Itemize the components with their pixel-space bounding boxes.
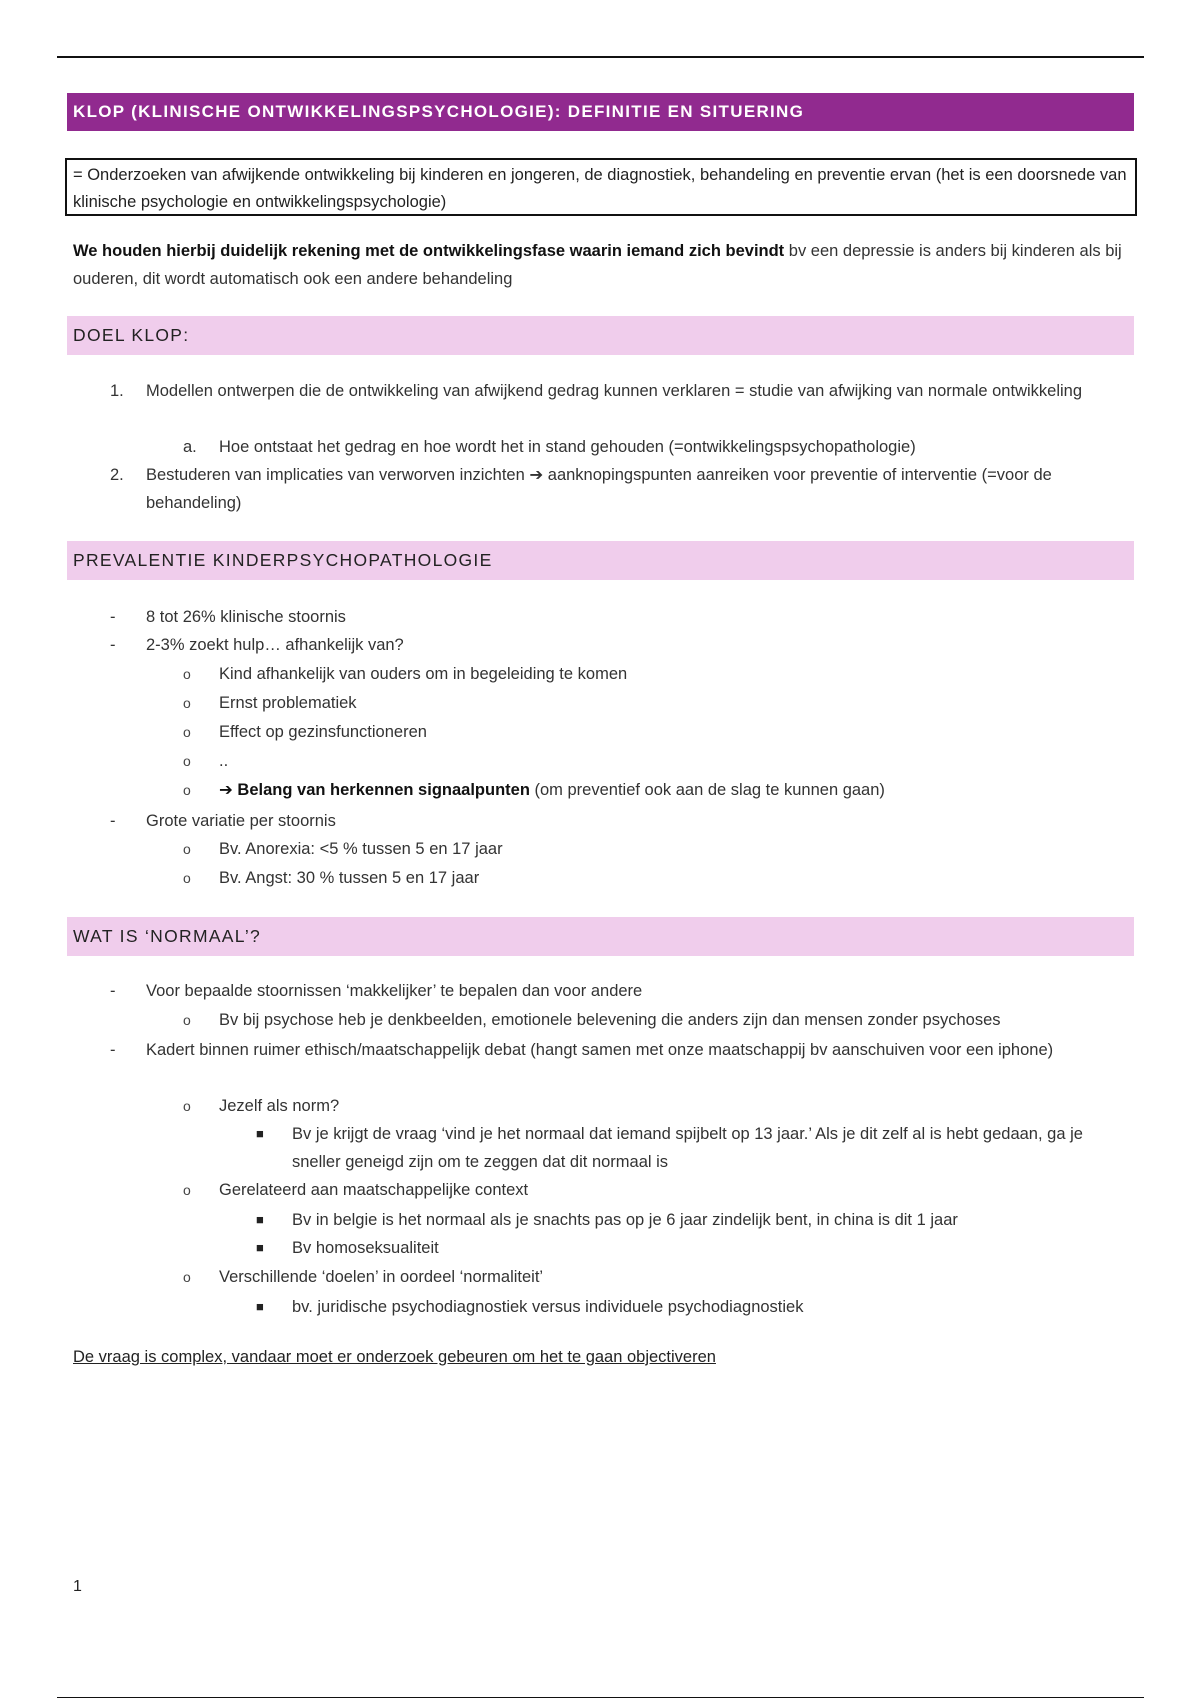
circle-bullet: o [183, 782, 191, 798]
list-marker: 2. [110, 466, 124, 484]
list-item: Gerelateerd aan maatschappelijke context [219, 1181, 529, 1199]
list-item: Bv je krijgt de vraag ‘vind je het normaal dat iemand spijbelt op 13 jaar.’ Als je dit zelf al is hebt gedaan, ga je sneller geneigd zijn om te zeggen dat dit normaal is [292, 1125, 1083, 1171]
list-marker: 1. [110, 382, 124, 400]
list-item-belang [219, 776, 1200, 804]
circle-bullet: o [183, 666, 191, 682]
belang-bold: Belang van herkennen signaalpunten [237, 781, 535, 799]
list-item: 8 tot 26% klinische stoornis [146, 608, 346, 626]
list-item: Kind afhankelijk van ouders om in begeleiding te komen [219, 665, 628, 683]
page-number: 1 [73, 1578, 82, 1595]
belang-rest: (om preventief ook aan de slag te kunnen gaan) [534, 781, 885, 799]
square-bullet: ■ [256, 1240, 264, 1255]
list-item: Effect op gezinsfunctioneren [219, 723, 427, 741]
list-item: bv. juridische psychodiagnostiek versus individuele psychodiagnostiek [292, 1298, 804, 1316]
list-item: Bv homoseksualiteit [292, 1239, 439, 1257]
circle-bullet: o [183, 870, 191, 886]
bottom-rule [57, 1697, 1144, 1698]
document-title: KLOP (KLINISCHE ONTWIKKELINGSPSYCHOLOGIE): DEFINITIE EN SITUERING [67, 93, 1134, 131]
circle-bullet: o [183, 753, 191, 769]
section-heading-normaal: WAT IS ‘NORMAAL’? [67, 917, 1134, 956]
dash-bullet: - [110, 636, 116, 654]
square-bullet: ■ [256, 1212, 264, 1227]
list-item: Bv. Anorexia: <5 % tussen 5 en 17 jaar [219, 840, 503, 858]
circle-bullet: o [183, 724, 191, 740]
square-bullet: ■ [256, 1126, 264, 1141]
list-marker: a. [183, 438, 197, 456]
list-item: Voor bepaalde stoornissen ‘makkelijker’ te bepalen dan voor andere [146, 982, 643, 1000]
dash-bullet: - [110, 982, 116, 1000]
list-item: .. [219, 752, 229, 770]
list-item: Bestuderen van implicaties van verworven inzichten ➔ aanknopingspunten aanreiken voor preventie of interventie (=voor de behandeling) [146, 466, 1052, 512]
list-item: Grote variatie per stoornis [146, 812, 336, 830]
closing-statement: De vraag is complex, vandaar moet er onderzoek gebeuren om het te gaan objectiveren [73, 1348, 716, 1366]
list-item: Ernst problematiek [219, 694, 357, 712]
square-bullet: ■ [256, 1299, 264, 1314]
list-item: Modellen ontwerpen die de ontwikkeling van afwijkend gedrag kunnen verklaren = studie van afwijking van normale ontwikkeling [146, 382, 1083, 400]
list-item: Verschillende ‘doelen’ in oordeel ‘normaliteit’ [219, 1268, 544, 1286]
list-item: Kadert binnen ruimer ethisch/maatschappelijk debat (hangt samen met onze maatschappij bv aanschuiven voor een iphone) [146, 1041, 1054, 1059]
circle-bullet: o [183, 695, 191, 711]
dash-bullet: - [110, 1041, 116, 1059]
circle-bullet: o [183, 1182, 191, 1198]
dash-bullet: - [110, 812, 116, 830]
top-rule [57, 56, 1144, 58]
circle-bullet: o [183, 1098, 191, 1114]
definition-box: = Onderzoeken van afwijkende ontwikkeling bij kinderen en jongeren, de diagnostiek, behandeling en preventie ervan (het is een doorsnede van klinische psychologie en ontwikkelingspsychologie) [65, 158, 1137, 216]
circle-bullet: o [183, 1269, 191, 1285]
list-item: Bv in belgie is het normaal als je snachts pas op je 6 jaar zindelijk bent, in china is dit 1 jaar [292, 1211, 958, 1229]
circle-bullet: o [183, 841, 191, 857]
arrow-icon: ➔ [219, 781, 238, 799]
section-heading-doel: DOEL KLOP: [67, 316, 1134, 355]
list-item: Hoe ontstaat het gedrag en hoe wordt het in stand gehouden (=ontwikkelingspsychopathologie) [219, 438, 916, 456]
list-item: 2-3% zoekt hulp… afhankelijk van? [146, 636, 404, 654]
section-heading-prevalentie: PREVALENTIE KINDERPSYCHOPATHOLOGIE [67, 541, 1134, 580]
dash-bullet: - [110, 608, 116, 626]
intro-paragraph [73, 237, 1138, 293]
intro-rest: bv een depressie is anders bij kinderen als bij ouderen, dit wordt automatisch ook een andere behandeling [73, 242, 1122, 288]
list-item: Bv. Angst: 30 % tussen 5 en 17 jaar [219, 869, 480, 887]
list-item: Jezelf als norm? [219, 1097, 340, 1115]
intro-bold: We houden hierbij duidelijk rekening met de ontwikkelingsfase waarin iemand zich bevindt [73, 242, 785, 260]
list-item: Bv bij psychose heb je denkbeelden, emotionele belevening die anders zijn dan mensen zonder psychoses [219, 1011, 1001, 1029]
circle-bullet: o [183, 1012, 191, 1028]
